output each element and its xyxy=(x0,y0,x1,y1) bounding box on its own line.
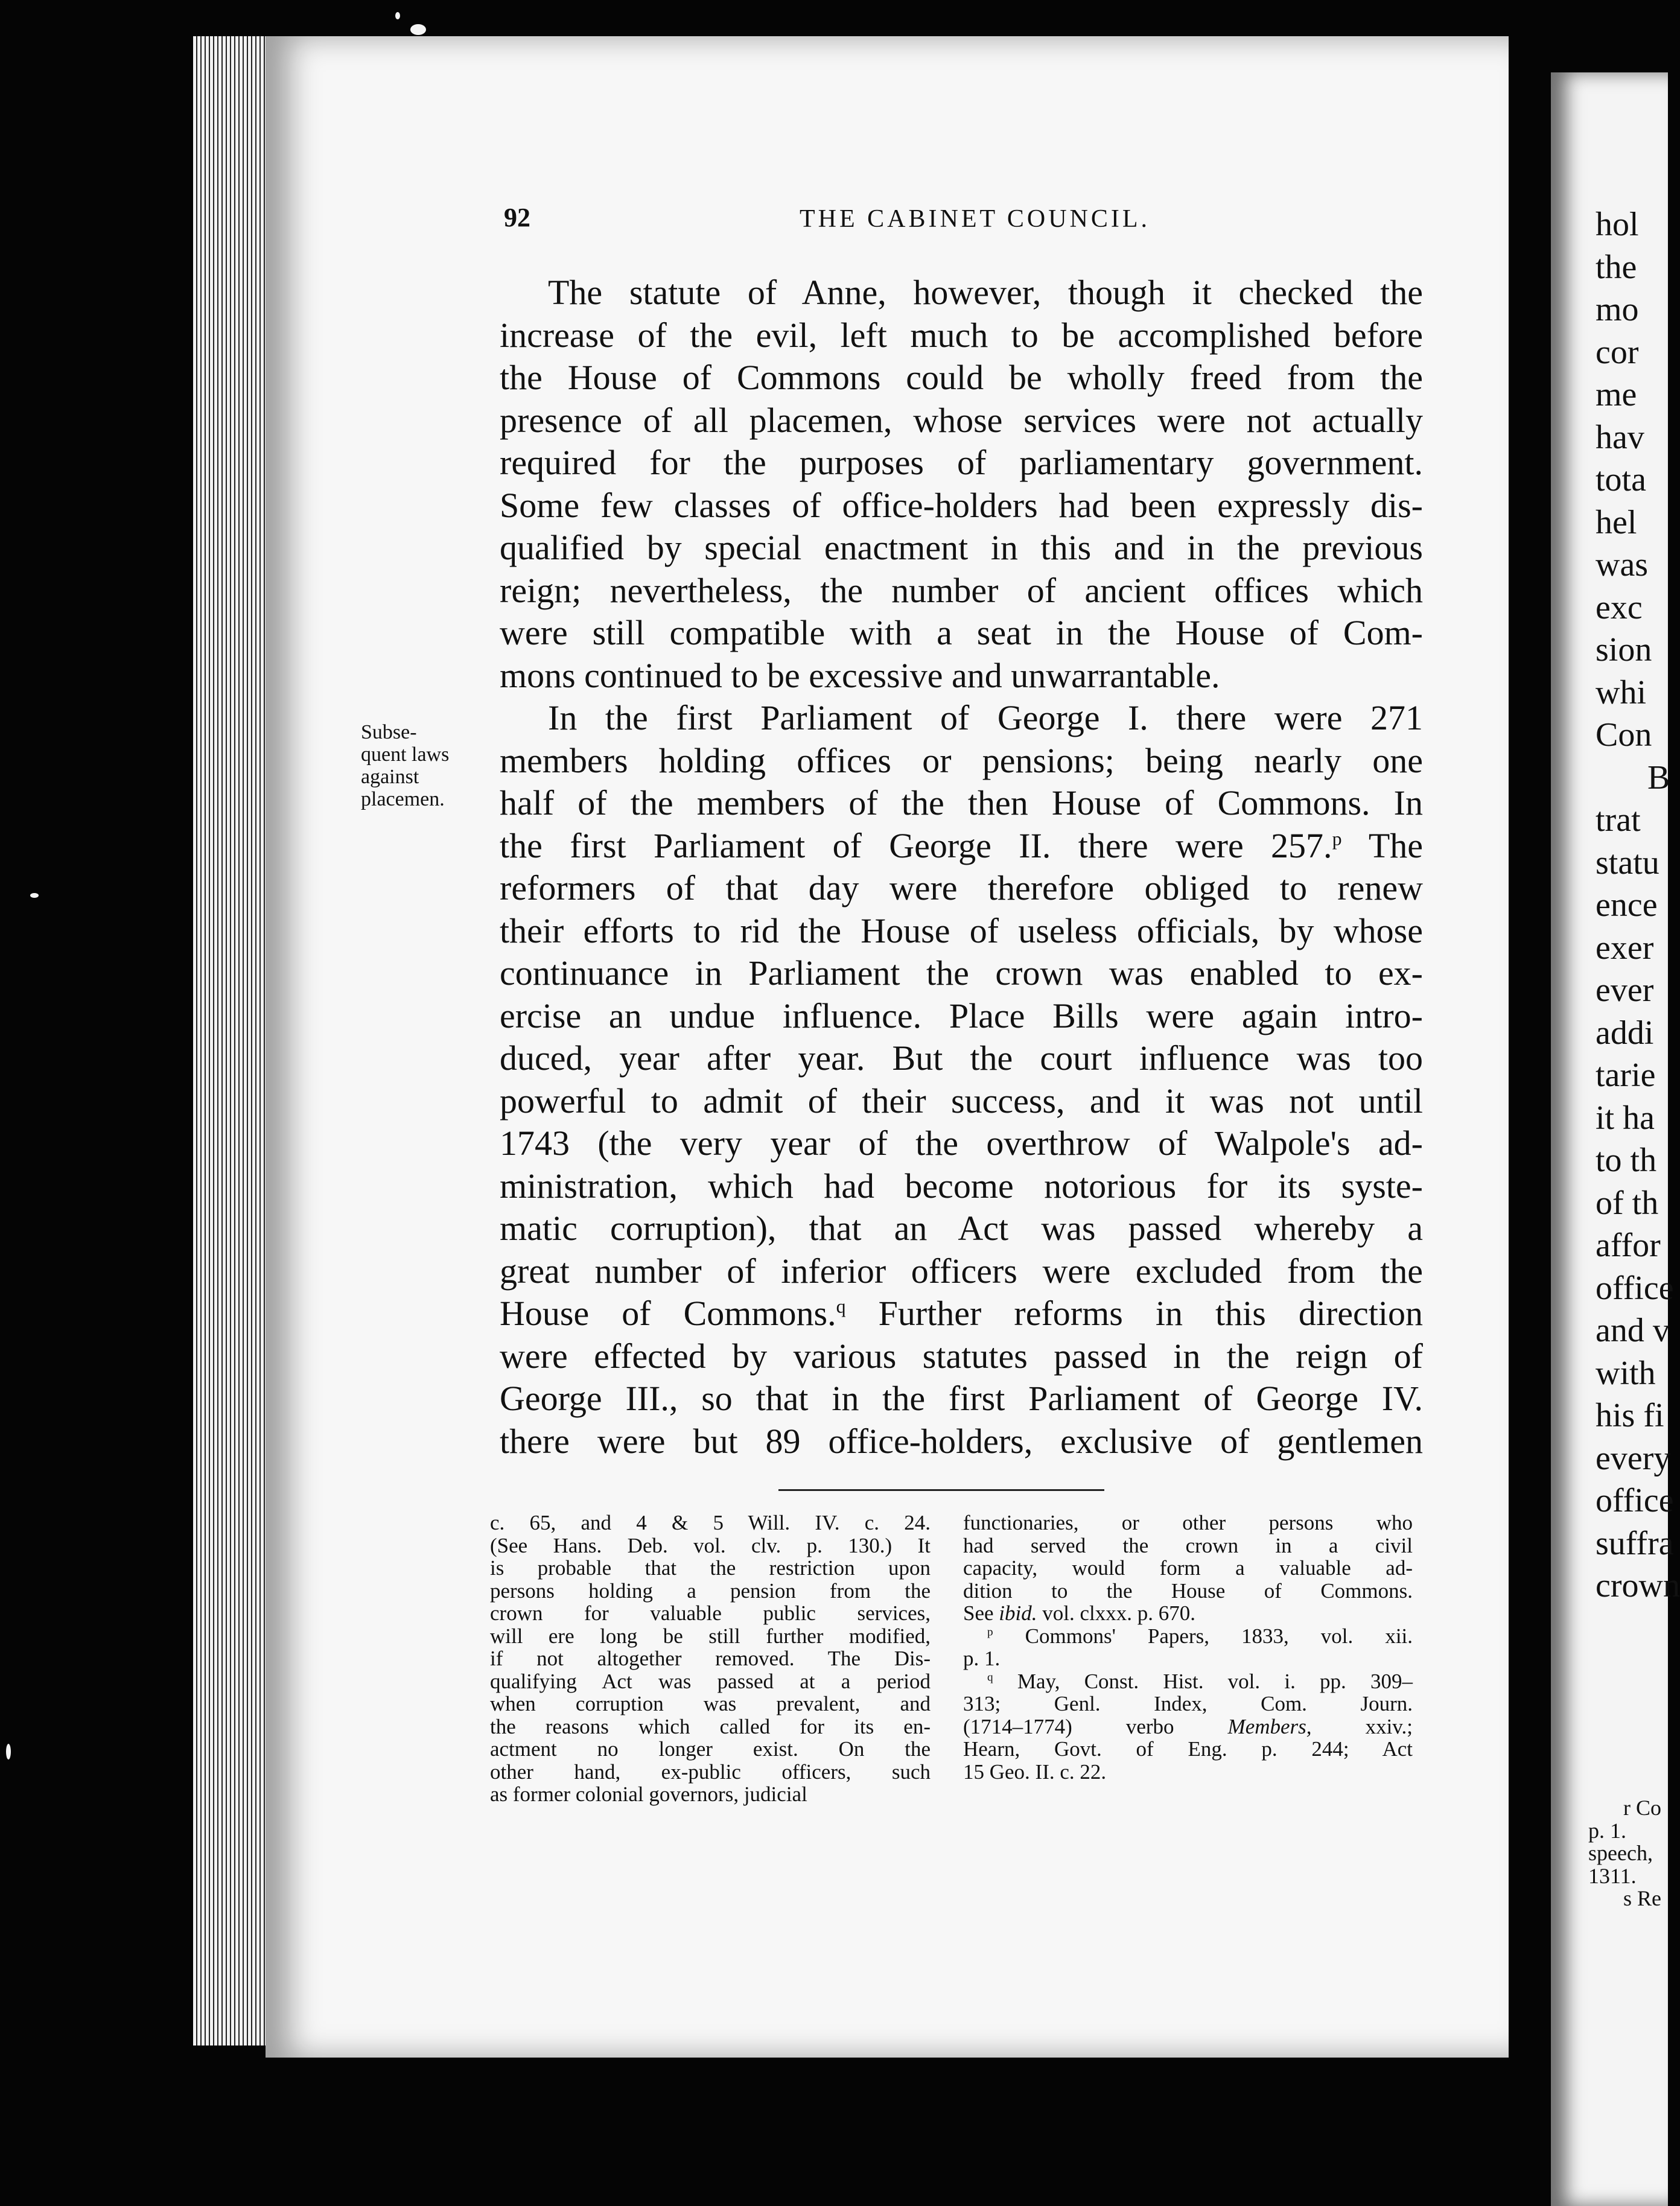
footnote-line: other hand, ex-public officers, such xyxy=(490,1759,931,1784)
right-page-line: every xyxy=(1596,1439,1671,1477)
scan-speck xyxy=(30,893,39,898)
right-page-line: hol xyxy=(1596,206,1639,243)
body-line: reign; nevertheless, the number of ancient offices which xyxy=(500,570,1423,610)
body-line: great number of inferior officers were excluded from the xyxy=(500,1251,1423,1291)
footnote-text: xxiv.; xyxy=(1365,1714,1413,1738)
right-page-line: whi xyxy=(1596,673,1646,711)
footnote-mark-p: p xyxy=(987,1625,993,1638)
body-line: there were but 89 office-holders, exclusive of gentlemen xyxy=(500,1421,1423,1461)
body-line: their efforts to rid the House of useless officials, by whose xyxy=(500,911,1423,950)
right-page-line: suffra xyxy=(1596,1524,1674,1562)
footnote-line: persons holding a pension from the xyxy=(490,1578,931,1603)
margin-note-line: placemen. xyxy=(361,788,445,810)
body-line-with-footnote xyxy=(500,825,1423,868)
footnote-rule xyxy=(778,1489,1104,1491)
right-page-line: office xyxy=(1596,1269,1674,1307)
body-line: duced, year after year. But the court influence was too xyxy=(500,1038,1423,1078)
body-line: the House of Commons could be wholly freed from the xyxy=(500,358,1423,397)
footnote-line: crown for valuable public services, xyxy=(490,1601,931,1625)
body-line: In the first Parliament of George I. there were 271 xyxy=(548,698,1423,737)
body-text xyxy=(500,272,1423,1463)
footnote-line: actment no longer exist. On the xyxy=(490,1737,931,1761)
scan-speck xyxy=(6,1744,11,1759)
footnotes-left-column xyxy=(490,1511,931,1806)
running-head xyxy=(504,202,1415,233)
footnote-text: (1714–1774) verbo xyxy=(963,1714,1174,1738)
footnote-line: if not altogether removed. The Dis- xyxy=(490,1647,931,1670)
body-line: mons continued to be excessive and unwarrantable. xyxy=(500,655,1220,695)
right-page-line: to th xyxy=(1596,1142,1657,1179)
right-page-footnote-line: r Co xyxy=(1623,1796,1661,1820)
body-line: qualified by special enactment in this and in the previous xyxy=(500,528,1423,567)
right-page-line: hel xyxy=(1596,503,1637,541)
right-page-line: cor xyxy=(1596,333,1639,371)
body-line: ministration, which had become notorious for its syste- xyxy=(500,1166,1423,1206)
body-line: 1743 (the very year of the overthrow of Walpole's ad- xyxy=(500,1124,1423,1163)
margin-note-line: quent laws xyxy=(361,743,450,766)
footnotes-right-column xyxy=(963,1511,1413,1783)
footnote-line: as former colonial governors, judicial xyxy=(490,1782,807,1806)
body-line: ercise an undue influence. Place Bills were again intro- xyxy=(500,996,1423,1035)
right-page-line: statu xyxy=(1596,844,1659,882)
footnote-line: c. 65, and 4 & 5 Will. IV. c. 24. xyxy=(490,1511,931,1534)
body-line-tail: Further reforms in this direction xyxy=(878,1294,1424,1333)
right-page-line: me xyxy=(1596,376,1637,413)
footnote-italic: Members, xyxy=(1227,1714,1312,1738)
margin-note-line: against xyxy=(361,766,419,788)
body-line: George III., so that in the first Parliament of George IV. xyxy=(500,1379,1423,1418)
body-line: matic corruption), that an Act was passed whereby a xyxy=(500,1209,1423,1248)
body-line: powerful to admit of their success, and it was not until xyxy=(500,1081,1423,1120)
footnote-line: (See Hans. Deb. vol. clv. p. 130.) It xyxy=(490,1533,931,1557)
book-page-edges xyxy=(193,36,266,2045)
footnote-line: functionaries, or other persons who xyxy=(963,1511,1413,1534)
footnote-line: is probable that the restriction upon xyxy=(490,1556,931,1580)
footnote-line: Hearn, Govt. of Eng. p. 244; Act xyxy=(963,1737,1413,1761)
right-page-line: hav xyxy=(1596,418,1644,456)
body-line: continuance in Parliament the crown was enabled to ex- xyxy=(500,953,1423,993)
footnote-text: Commons' Papers, 1833, vol. xii. xyxy=(1025,1624,1413,1648)
right-page-line: sion xyxy=(1596,631,1652,669)
right-page-line: and v xyxy=(1596,1312,1670,1349)
right-page-footnote-line: speech, xyxy=(1588,1841,1653,1865)
body-line-tail: The xyxy=(1368,825,1423,865)
footnote-line: had served the crown in a civil xyxy=(963,1533,1413,1557)
footnote-text: May, Const. Hist. vol. i. pp. 309– xyxy=(1017,1669,1413,1693)
right-page-line: was xyxy=(1596,546,1649,583)
running-title: THE CABINET COUNCIL. xyxy=(800,205,1151,233)
footnote-line: p. 1. xyxy=(963,1647,1001,1670)
footnote-text: See xyxy=(963,1601,994,1625)
footnote-line: 313; Genl. Index, Com. Journ. xyxy=(963,1692,1413,1715)
footnote-italic: ibid. xyxy=(999,1601,1037,1625)
right-page-line: ence xyxy=(1596,886,1658,924)
right-page-line: tarie xyxy=(1596,1057,1656,1094)
footnote-mark-q: q xyxy=(987,1670,993,1683)
margin-note-line: Subse- xyxy=(361,721,417,743)
footnote-line: will ere long be still further modified, xyxy=(490,1624,931,1648)
right-page-line: trat xyxy=(1596,801,1641,839)
right-page-line: tota xyxy=(1596,461,1646,498)
scan-speck xyxy=(410,24,426,35)
right-page-line: affor xyxy=(1596,1227,1661,1264)
footnote-marker-q: q xyxy=(836,1295,846,1317)
footnote-line: capacity, would form a valuable ad- xyxy=(963,1556,1413,1580)
footnote-line xyxy=(963,1670,1413,1693)
footnote-line xyxy=(963,1602,1413,1625)
body-line: The statute of Anne, however, though it checked the xyxy=(548,273,1423,312)
footnote-text: vol. clxxx. p. 670. xyxy=(1042,1601,1195,1625)
footnote-marker-p: p xyxy=(1332,828,1342,850)
right-page-line: his fi xyxy=(1596,1397,1664,1434)
footnote-line: dition to the House of Commons. xyxy=(963,1578,1413,1603)
scan-speck xyxy=(395,12,400,19)
right-page-line: mo xyxy=(1596,291,1639,328)
footnote-line xyxy=(963,1715,1413,1738)
margin-note xyxy=(361,721,491,810)
right-page-line: exc xyxy=(1596,588,1643,626)
body-line: were effected by various statutes passed in the reign of xyxy=(500,1336,1423,1376)
right-page-line: exer xyxy=(1596,929,1654,967)
footnote-line xyxy=(963,1625,1413,1648)
body-line-text: the first Parliament of George II. there were 257. xyxy=(500,825,1332,865)
body-line: Some few classes of office-holders had been expressly dis- xyxy=(500,485,1423,525)
body-line-with-footnote xyxy=(500,1292,1423,1335)
right-page-line: Con xyxy=(1596,716,1652,754)
right-page-line: ever xyxy=(1596,971,1654,1009)
body-line: presence of all placemen, whose services were not actually xyxy=(500,400,1423,440)
body-line-text: House of Commons. xyxy=(500,1294,836,1333)
right-page-line: it ha xyxy=(1596,1099,1655,1137)
footnote-line: 15 Geo. II. c. 22. xyxy=(963,1759,1107,1784)
right-page-line: crown xyxy=(1596,1567,1680,1604)
footnote-line: qualifying Act was passed at a period xyxy=(490,1669,931,1693)
book-page-right-fragment xyxy=(1551,72,1680,2206)
right-page-line: the xyxy=(1596,248,1637,286)
right-page-line: addi xyxy=(1596,1014,1654,1052)
right-page-line: of th xyxy=(1596,1184,1659,1222)
page-number: 92 xyxy=(504,203,530,232)
right-page-line: office xyxy=(1596,1482,1674,1519)
right-page-footnote-line: s Re xyxy=(1623,1886,1661,1910)
footnote-line: when corruption was prevalent, and xyxy=(490,1692,931,1715)
right-page-line: with xyxy=(1596,1354,1656,1392)
body-line: were still compatible with a seat in the House of Com- xyxy=(500,613,1423,652)
right-page-footnote-line: p. 1. xyxy=(1588,1818,1626,1843)
body-line: members holding offices or pensions; being nearly one xyxy=(500,740,1423,780)
footnote-line: the reasons which called for its en- xyxy=(490,1714,931,1738)
body-line: required for the purposes of parliamentary government. xyxy=(500,443,1423,482)
body-line: reformers of that day were therefore obliged to renew xyxy=(500,868,1423,908)
body-line: increase of the evil, left much to be accomplished before xyxy=(500,315,1423,355)
body-line: half of the members of the then House of Commons. In xyxy=(500,783,1423,822)
right-page-footnote-line: 1311. xyxy=(1588,1863,1637,1888)
right-page-line: B xyxy=(1647,758,1670,796)
